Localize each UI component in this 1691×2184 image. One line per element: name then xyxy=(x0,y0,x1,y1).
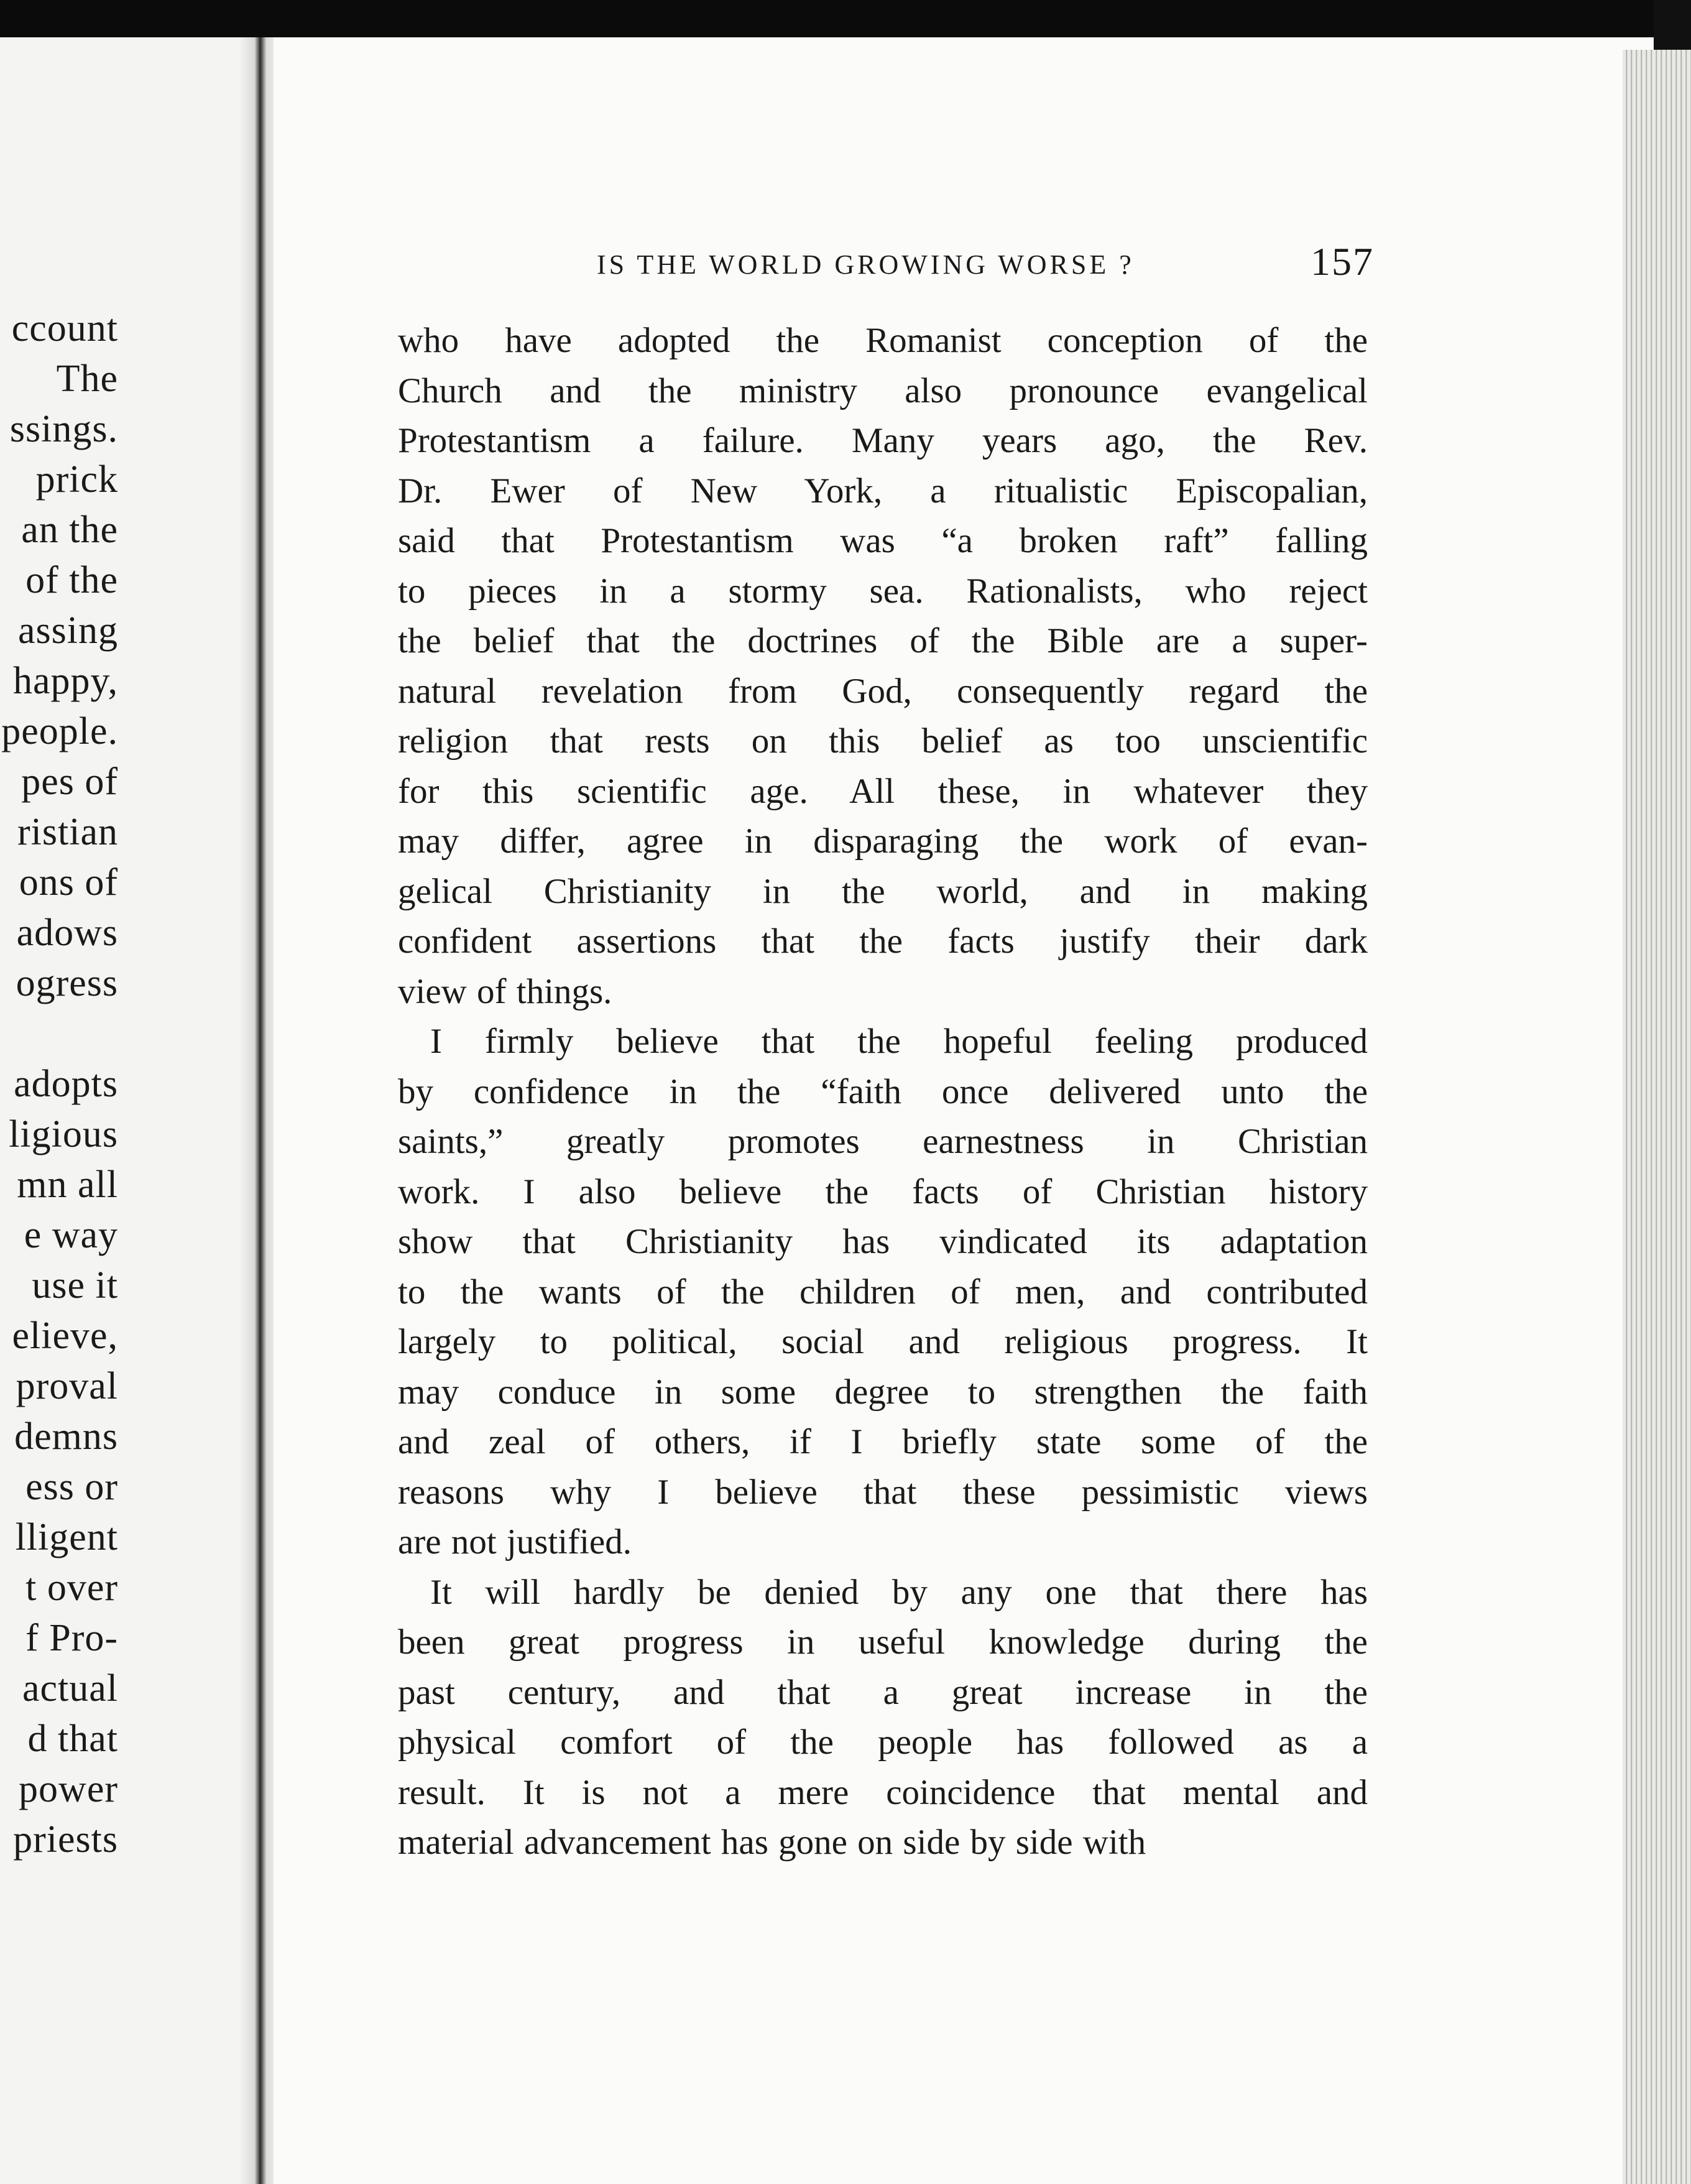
left-page-line: ccount xyxy=(11,307,118,349)
left-page-line: lligent xyxy=(15,1516,118,1558)
text-line: and zeal of others, if I briefly state some of the xyxy=(398,1422,1368,1461)
left-page-line: f Pro- xyxy=(25,1617,118,1659)
left-page-line: demns xyxy=(14,1415,118,1458)
text-line: show that Christianity has vindicated its adaptation xyxy=(398,1222,1368,1261)
text-line: physical comfort of the people has followed as a xyxy=(398,1723,1368,1762)
left-page-line: adows xyxy=(16,912,118,954)
text-line: gelical Christianity in the world, and in making xyxy=(398,871,1368,911)
left-page-line: adopts xyxy=(14,1063,118,1105)
left-page-line: ogress xyxy=(16,962,118,1004)
paragraph xyxy=(398,1568,1368,1868)
text-line: said that Protestantism was “a broken raft” falling xyxy=(398,521,1368,560)
body-text xyxy=(398,316,1368,1868)
left-page xyxy=(0,37,261,2184)
left-page-line: of the xyxy=(25,559,118,601)
text-line: It will hardly be denied by any one that there has xyxy=(430,1572,1368,1612)
text-line: largely to political, social and religious progress. It xyxy=(398,1322,1368,1361)
paragraph xyxy=(398,316,1368,1017)
left-page-text xyxy=(0,303,118,1865)
text-line: Dr. Ewer of New York, a ritualistic Episcopalian, xyxy=(398,471,1368,511)
text-line: saints,” greatly promotes earnestness in Christian xyxy=(398,1122,1368,1161)
left-page-line: d that xyxy=(27,1718,118,1760)
text-line: to the wants of the children of men, and contributed xyxy=(398,1272,1368,1312)
left-page-line: ristian xyxy=(17,811,118,853)
text-line: who have adopted the Romanist conception of the xyxy=(398,321,1368,360)
text-line: result. It is not a mere coincidence that mental and xyxy=(398,1772,1368,1812)
left-page-line: proval xyxy=(16,1365,118,1407)
left-page-line: ligious xyxy=(9,1113,118,1155)
left-page-line: ons of xyxy=(19,861,118,904)
text-line: are not justified. xyxy=(398,1522,632,1562)
text-line: by confidence in the “faith once delivered unto the xyxy=(398,1071,1368,1111)
left-page-line: power xyxy=(19,1768,118,1810)
left-page-line: ess or xyxy=(25,1466,118,1508)
text-line: religion that rests on this belief as too unscientific xyxy=(398,721,1368,761)
text-line: been great progress in useful knowledge during the xyxy=(398,1622,1368,1662)
page-edges xyxy=(1623,50,1691,2184)
left-page-blank-line xyxy=(0,1009,118,1059)
text-line: Church and the ministry also pronounce evangelical xyxy=(398,371,1368,410)
left-page-line: ssings. xyxy=(9,408,118,450)
text-line: view of things. xyxy=(398,971,612,1011)
text-line: may differ, agree in disparaging the work of evan- xyxy=(398,821,1368,861)
left-page-line: The xyxy=(56,358,118,400)
text-line: past century, and that a great increase in the xyxy=(398,1672,1368,1712)
text-line: for this scientific age. All these, in whatever they xyxy=(398,771,1368,811)
text-line: Protestantism a failure. Many years ago, the Rev. xyxy=(398,421,1368,460)
left-page-line: mn all xyxy=(17,1164,118,1206)
text-line: to pieces in a stormy sea. Rationalists, who reject xyxy=(398,571,1368,611)
running-head xyxy=(597,239,1374,292)
page-number: 157 xyxy=(1311,239,1374,284)
left-page-line: use it xyxy=(32,1264,118,1307)
left-page-line: priests xyxy=(13,1818,118,1861)
left-page-line: elieve, xyxy=(12,1315,118,1357)
paragraph xyxy=(398,1017,1368,1568)
text-line: confident assertions that the facts justify their dark xyxy=(398,922,1368,961)
text-line: work. I also believe the facts of Christian history xyxy=(398,1172,1368,1211)
text-line: may conduce in some degree to strengthen the faith xyxy=(398,1372,1368,1412)
left-page-line: pes of xyxy=(21,761,118,803)
left-page-line: assing xyxy=(18,609,118,652)
left-page-line: actual xyxy=(22,1667,118,1710)
left-page-line: an the xyxy=(21,509,118,551)
left-page-line: people. xyxy=(1,710,118,752)
left-page-line: t over xyxy=(25,1566,118,1609)
left-page-line: prick xyxy=(35,458,118,501)
text-line: material advancement has gone on side by side with xyxy=(398,1823,1146,1862)
running-head-title: IS THE WORLD GROWING WORSE ? xyxy=(597,249,1135,280)
text-line: I firmly believe that the hopeful feeling produced xyxy=(430,1022,1368,1061)
text-line: reasons why I believe that these pessimistic views xyxy=(398,1472,1368,1512)
left-page-line: happy, xyxy=(13,660,118,702)
text-line: the belief that the doctrines of the Bible are a super- xyxy=(398,621,1368,660)
left-page-line: e way xyxy=(24,1214,118,1256)
text-line: natural revelation from God, consequently regard the xyxy=(398,671,1368,711)
